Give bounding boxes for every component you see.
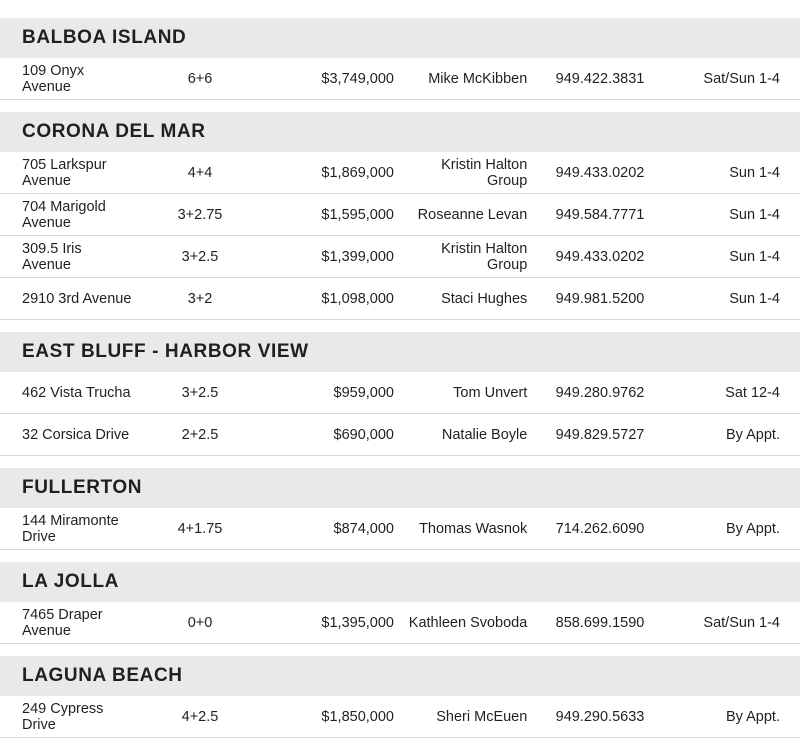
listing-phone: 714.262.6090 — [533, 508, 666, 550]
section-gap — [0, 550, 800, 563]
section-header-cell — [0, 468, 800, 508]
listing-agent: Tom Unvert — [400, 372, 533, 414]
listings-table-body — [0, 18, 800, 738]
section-title: BALBOA ISLAND — [22, 27, 187, 48]
listing-phone: 949.433.0202 — [533, 236, 666, 278]
listing-agent: Kristin Halton Group — [400, 152, 533, 194]
listing-phone: 949.290.5633 — [533, 696, 666, 738]
section-header-bar — [0, 562, 800, 602]
section-header-row — [0, 112, 800, 152]
listing-address: 32 Corsica Drive — [0, 414, 133, 456]
listing-hours: Sun 1-4 — [667, 152, 800, 194]
listing-beds-baths: 3+2 — [133, 278, 266, 320]
listing-address: 144 Miramonte Drive — [0, 508, 133, 550]
listing-beds-baths: 4+2.5 — [133, 696, 266, 738]
listing-beds-baths: 3+2.5 — [133, 236, 266, 278]
section-header-bar — [0, 112, 800, 152]
listing-price: $1,098,000 — [267, 278, 400, 320]
section-gap — [0, 100, 800, 113]
section-gap — [0, 456, 800, 469]
section-header-bar — [0, 468, 800, 508]
table-row — [0, 236, 800, 278]
section-header-row — [0, 468, 800, 508]
listing-hours: Sun 1-4 — [667, 278, 800, 320]
listing-agent: Roseanne Levan — [400, 194, 533, 236]
listing-price: $1,869,000 — [267, 152, 400, 194]
listing-beds-baths: 2+2.5 — [133, 414, 266, 456]
listing-address: 705 Larkspur Avenue — [0, 152, 133, 194]
table-row — [0, 278, 800, 320]
listing-price: $3,749,000 — [267, 58, 400, 100]
section-header-row — [0, 656, 800, 696]
table-row — [0, 58, 800, 100]
listing-agent: Staci Hughes — [400, 278, 533, 320]
section-title: LA JOLLA — [22, 571, 119, 592]
listing-agent: Kristin Halton Group — [400, 236, 533, 278]
listing-beds-baths: 0+0 — [133, 602, 266, 644]
listing-price: $1,395,000 — [267, 602, 400, 644]
listing-price: $959,000 — [267, 372, 400, 414]
listing-beds-baths: 3+2.5 — [133, 372, 266, 414]
listing-hours: Sat/Sun 1-4 — [667, 602, 800, 644]
listing-hours: Sun 1-4 — [667, 236, 800, 278]
table-row — [0, 194, 800, 236]
listing-address: 7465 Draper Avenue — [0, 602, 133, 644]
listing-address: 249 Cypress Drive — [0, 696, 133, 738]
section-gap-cell — [0, 320, 800, 333]
listing-address: 462 Vista Trucha — [0, 372, 133, 414]
listing-agent: Mike McKibben — [400, 58, 533, 100]
listing-hours: By Appt. — [667, 696, 800, 738]
section-header-row — [0, 18, 800, 58]
listing-hours: By Appt. — [667, 414, 800, 456]
section-gap-cell — [0, 550, 800, 563]
section-header-row — [0, 562, 800, 602]
section-title: EAST BLUFF - HARBOR VIEW — [22, 341, 309, 362]
listing-hours: Sun 1-4 — [667, 194, 800, 236]
listing-beds-baths: 6+6 — [133, 58, 266, 100]
listing-beds-baths: 4+1.75 — [133, 508, 266, 550]
listing-phone: 858.699.1590 — [533, 602, 666, 644]
table-row — [0, 414, 800, 456]
listing-agent: Kathleen Svoboda — [400, 602, 533, 644]
listing-hours: By Appt. — [667, 508, 800, 550]
section-gap — [0, 320, 800, 333]
listing-address: 704 Marigold Avenue — [0, 194, 133, 236]
listing-phone: 949.433.0202 — [533, 152, 666, 194]
listing-phone: 949.981.5200 — [533, 278, 666, 320]
table-row — [0, 508, 800, 550]
listing-beds-baths: 4+4 — [133, 152, 266, 194]
listing-price: $1,595,000 — [267, 194, 400, 236]
listing-agent: Thomas Wasnok — [400, 508, 533, 550]
listing-phone: 949.829.5727 — [533, 414, 666, 456]
section-title: LAGUNA BEACH — [22, 665, 183, 686]
listing-address: 309.5 Iris Avenue — [0, 236, 133, 278]
section-title: FULLERTON — [22, 477, 143, 498]
section-title: CORONA DEL MAR — [22, 121, 206, 142]
section-header-cell — [0, 18, 800, 58]
section-gap — [0, 644, 800, 657]
section-header-bar — [0, 656, 800, 696]
section-header-bar — [0, 332, 800, 372]
table-row — [0, 696, 800, 738]
listing-price: $690,000 — [267, 414, 400, 456]
listing-phone: 949.422.3831 — [533, 58, 666, 100]
listing-address: 109 Onyx Avenue — [0, 58, 133, 100]
section-header-row — [0, 332, 800, 372]
listing-price: $1,399,000 — [267, 236, 400, 278]
section-header-cell — [0, 112, 800, 152]
listing-beds-baths: 3+2.75 — [133, 194, 266, 236]
listing-hours: Sat/Sun 1-4 — [667, 58, 800, 100]
listing-price: $874,000 — [267, 508, 400, 550]
listing-agent: Sheri McEuen — [400, 696, 533, 738]
table-row — [0, 372, 800, 414]
listing-price: $1,850,000 — [267, 696, 400, 738]
listings-table — [0, 18, 800, 738]
section-header-cell — [0, 332, 800, 372]
section-gap-cell — [0, 456, 800, 469]
table-row — [0, 602, 800, 644]
section-header-cell — [0, 656, 800, 696]
section-header-bar — [0, 18, 800, 58]
listing-phone: 949.584.7771 — [533, 194, 666, 236]
section-header-cell — [0, 562, 800, 602]
section-gap-cell — [0, 644, 800, 657]
section-gap-cell — [0, 100, 800, 113]
listing-hours: Sat 12-4 — [667, 372, 800, 414]
table-row — [0, 152, 800, 194]
listing-agent: Natalie Boyle — [400, 414, 533, 456]
listing-address: 2910 3rd Avenue — [0, 278, 133, 320]
listing-phone: 949.280.9762 — [533, 372, 666, 414]
